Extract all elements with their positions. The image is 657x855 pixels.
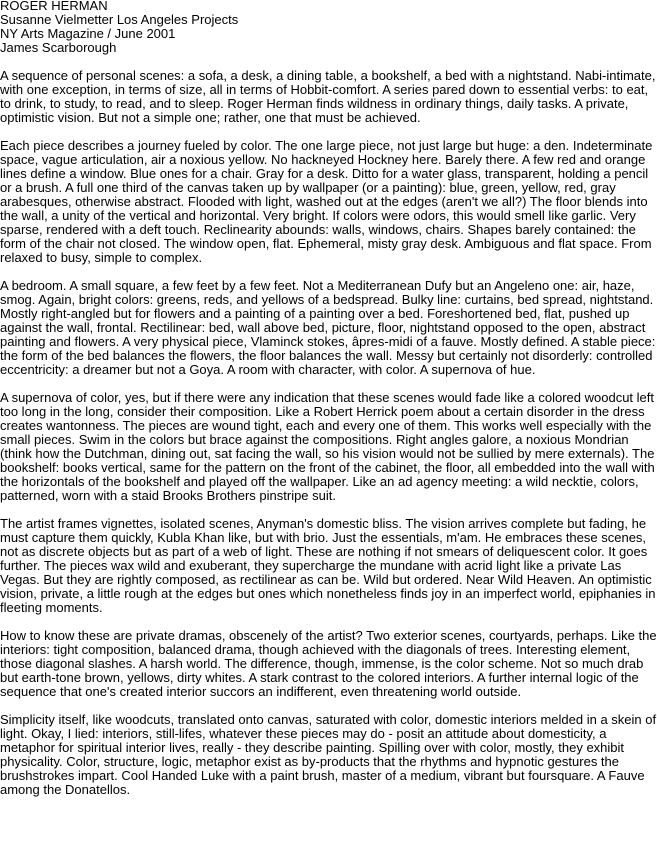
paragraph: Simplicity itself, like woodcuts, translated onto canvas, saturated with color, domestic interiors melded in a skein of light. Okay, I lied: interiors, still-lifes, whatever these pieces may do - posit an attitude about domesticity, a metaphor for spiritual interior lives, really - they describe painting. Spilling over with color, mostly, they exhibit physicality. Color, structure, logic, metaphor exist as by-products that the rhythms and hypnotic gestures the brushstrokes impart. Cool Handed Luke with a paint brush, master of a medium, vibrant but foursquare. A Fauve among the Donatellos. bbox=[0, 712, 657, 797]
author-name: James Scarborough bbox=[0, 40, 117, 55]
article-body bbox=[0, 69, 657, 797]
publication-line: NY Arts Magazine / June 2001 bbox=[0, 26, 176, 41]
paragraph: The artist frames vignettes, isolated scenes, Anyman's domestic bliss. The vision arrives complete but fading, he must capture them quickly, Kubla Khan like, but with brio. Just the essentials, m'am. He embraces these scenes, not as discrete objects but as part of a web of light. These are nothing if not smears of deliquescent color. It goes further. The pieces wax wild and exuberant, they supercharge the mundane with acrid light like a private Las Vegas. But they are rightly composed, as rectilinear as can be. Wild but ordered. Near Wild Heaven. An optimistic vision, private, a little rough at the edges but ones which nonetheless finds joy in an imperfect world, epiphanies in fleeting moments. bbox=[0, 516, 656, 615]
paragraph: Each piece describes a journey fueled by color. The one large piece, not just large but huge: a den. Indeterminate space, vague articulation, air a noxious yellow. No hackneyed Hockney here. Barely there. A few red and orange lines define a window. Blue ones for a chair. Gray for a desk. Ditto for a water glass, transparent, holding a pencil or a brush. A full one third of the canvas taken up by wallpaper (or a painting): blue, green, yellow, red, gray arabesques, otherwise abstract. Flooded with light, washed out at the edges (aren't we all?) The floor blends into the wall, a unity of the vertical and horizontal. Very bright. If colors were odors, this would smell like garlic. Very sparse, rendered with a deft touch. Reclinearity abounds: walls, windows, chairs. Shapes barely contained: the form of the chair not closed. The window open, flat. Ephemeral, misty gray desk. Ambiguous and flat space. From relaxed to busy, simple to complex. bbox=[0, 138, 653, 265]
paragraph: A sequence of personal scenes: a sofa, a desk, a dining table, a bookshelf, a bed with a nightstand. Nabi-intimate, with one exception, in terms of size, all in terms of Hobbit-comfort. A series pared down to essential verbs: to eat, to drink, to study, to read, and to sleep. Roger Herman finds wildness in ordinary things, daily tasks. A private, optimistic vision. But not a simple one; rather, one that must be achieved. bbox=[0, 68, 656, 125]
paragraph: A supernova of color, yes, but if there were any indication that these scenes would fade like a colored woodcut left too long in the long, consider their composition. Like a Robert Herrick poem about a certain disorder in the dress creates wantonness. The pieces are wound tight, each and every one of them. This works well especially with the small pieces. Swim in the colors but brace against the compositions. Right angles galore, a noxious Mondrian (think how the Dutchman, dining out, sat facing the wall, so his vision would not be sullied by mere externals). The bookshelf: books vertical, same for the pattern on the front of the cabinet, the floor, all embedded into the wall with the horizontals of the bookshelf and played off the wallpaper. Like an ad agency meeting: a wild necktie, colors, patterned, worn with a staid Brooks Brothers pinstripe suit. bbox=[0, 390, 655, 503]
paragraph: How to know these are private dramas, obscenely of the artist? Two exterior scenes, courtyards, perhaps. Like the interiors: tight composition, balanced drama, though achieved with the diagonals of trees. Interesting element, those diagonal slashes. A harsh world. The difference, though, immense, is the color scheme. Not so much drab but earth-tone brown, yellows, dirty whites. A stark contrast to the colored interiors. A further internal logic of the sequence that one's created interior succors an indifferent, even threatening world outside. bbox=[0, 628, 657, 699]
article-header bbox=[0, 0, 657, 55]
artist-name: ROGER HERMAN bbox=[0, 0, 108, 13]
gallery-name: Susanne Vielmetter Los Angeles Projects bbox=[0, 12, 239, 27]
paragraph: A bedroom. A small square, a few feet by a few feet. Not a Mediterranean Dufy but an Angeleno one: air, haze, smog. Again, bright colors: greens, reds, and yellows of a bedspread. Bulky line: curtains, bed spread, nightstand. Mostly right-angled but for flowers and a painting of a painting over a bed. Foreshortened bed, flat, pushed up against the wall, frontal. Rectilinear: bed, wall above bed, picture, floor, nightstand opposed to the open, abstract painting and flowers. A very physical piece, Vlaminck stokes, âpres-midi of a fauve. Mostly defined. A stable piece: the form of the bed balances the flowers, the floor balances the wall. Messy but certainly not disorderly: controlled eccentricity: a dreamer but not a Goya. A room with character, with color. A supernova of hue. bbox=[0, 278, 656, 377]
